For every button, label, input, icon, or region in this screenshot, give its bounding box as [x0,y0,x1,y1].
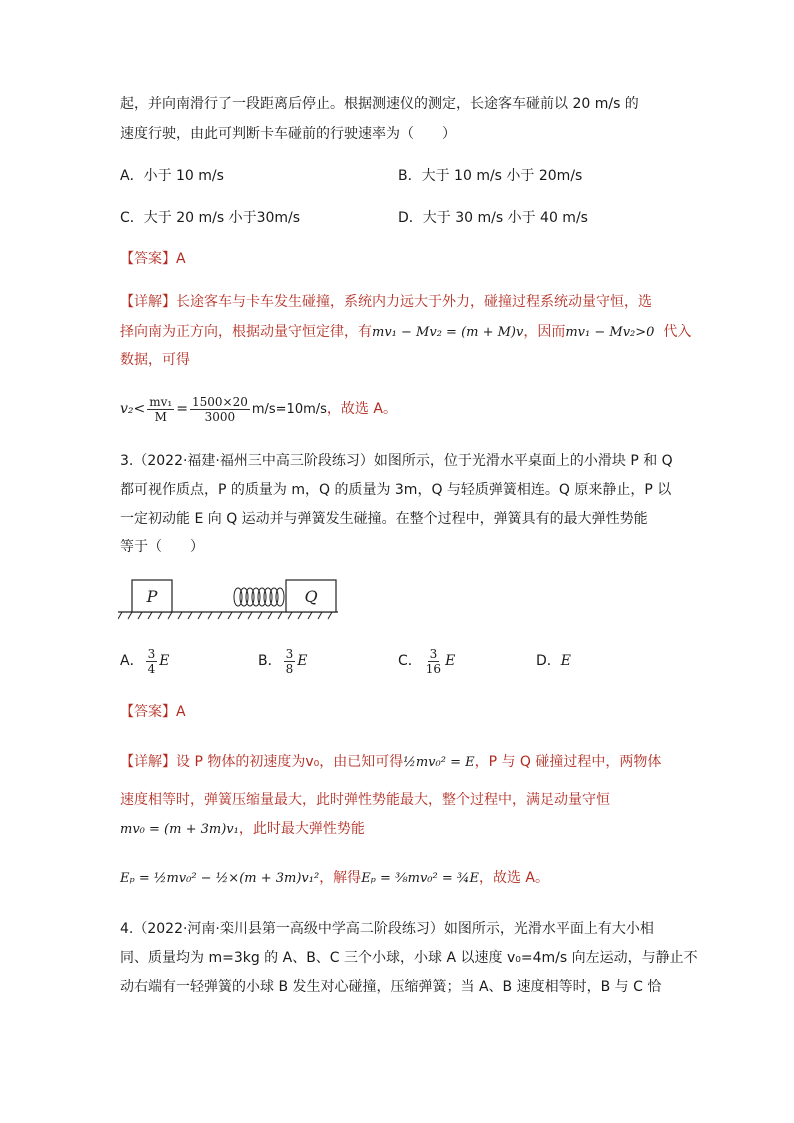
hatching [118,612,332,619]
q3-stem-line-3: 一定初动能 E 向 Q 运动并与弹簧发生碰撞。在整个过程中，弹簧具有的最大弹性势能 [120,511,648,527]
q2-final-equation [120,392,397,427]
fraction [190,395,250,424]
q3-stem-line-1: 3.（2022·福建·福州三中高三阶段练习）如图所示，位于光滑水平桌面上的小滑块 P 和 Q [120,453,673,469]
q3-stem-line-4: 等于（ ） [120,539,204,555]
equals: = [176,401,188,417]
option-symbol: E [297,653,308,669]
option-symbol: E [560,653,572,669]
q4-stem-line-2: 同、质量均为 m=3kg 的 A、B、C 三个小球，小球 A 以速度 v₀=4m/s 向左运动，与静止不 [120,950,698,966]
q3-option-b [258,644,307,678]
frac-num: 1500×20 [191,394,248,409]
q3-option-c [398,644,455,678]
detail-text: 设 P 物体的初速度为v₀，由已知可得 [176,754,404,770]
q2-stem-line-1: 起，并向南滑行了一段距离后停止。根据测速仪的测定，长途客车碰前以 20 m/s 的 [120,96,639,112]
spring-block-diagram [118,575,348,620]
block-p-label: P [146,587,158,606]
q2-detail-line-2 [120,322,691,343]
final-rhs: m/s=10m/s [251,402,327,417]
q3-detail-line-2: 速度相等时，弹簧压缩量最大，此时弹性势能最大，整个过程中，满足动量守恒 [120,792,610,808]
frac-num: mv₁ [149,394,173,409]
detail-text: 长途客车与卡车发生碰撞，系统内力远大于外力，碰撞过程系统动量守恒，选 [176,294,652,310]
fraction [424,647,443,676]
q3-detail-line-1 [120,752,661,773]
q2-option-d: D．大于 30 m/s 小于 40 m/s [398,210,588,226]
q2-detail-line-3: 数据，可得 [120,352,190,368]
fraction [146,647,158,676]
fraction [284,647,296,676]
answer-tag: 【答案】 [120,251,176,267]
q3-option-a [120,644,169,678]
q3-answer [120,702,186,722]
final-tail: ，故选 A。 [326,401,397,417]
fraction [147,395,174,424]
option-prefix: D． [536,653,561,669]
detail-tag: 【详解】 [120,294,176,310]
frac-num: 3 [147,646,156,661]
q2-option-c: C．大于 20 m/s 小于30m/s [120,210,301,226]
detail-text: ，故选 A。 [478,870,550,886]
frac-den: 16 [425,661,442,676]
q3-detail-line-3 [120,819,365,840]
q2-option-b: B．大于 10 m/s 小于 20m/s [398,168,583,184]
detail-text: 择向南为正方向，根据动量守恒定律，有 [120,324,372,340]
energy-equation: Eₚ = ½mv₀² − ½×(m + 3m)v₁² [120,871,320,886]
option-symbol: E [445,653,456,669]
spring [234,588,284,606]
detail-text: 代入 [663,324,692,340]
answer-value: A [176,704,186,720]
q2-option-a: A．小于 10 m/s [120,168,224,184]
inequality-equation: mv₁ − Mv₂>0 [565,325,655,340]
answer-value: A [176,251,186,267]
frac-den: M [154,409,167,424]
q3-stem-line-2: 都可视作质点，P 的质量为 m，Q 的质量为 3m，Q 与轻质弹簧相连。Q 原来静止，P 以 [120,482,672,498]
option-prefix: A． [120,653,144,669]
q4-stem-line-1: 4.（2022·河南·栾川县第一高级中学高二阶段练习）如图所示，光滑水平面上有大小相 [120,921,654,937]
frac-den: 8 [285,661,294,676]
frac-den: 4 [147,661,156,676]
option-symbol: E [159,653,170,669]
detail-text: ，此时最大弹性势能 [238,821,365,837]
q2-detail-line-1 [120,292,652,312]
frac-num: 3 [429,646,438,661]
q3-detail-line-4 [120,868,549,889]
block-q-label: Q [304,587,318,606]
momentum-equation: mv₁ − Mv₂ = (m + M)v [372,325,524,340]
answer-tag: 【答案】 [120,704,176,720]
momentum-equation: mv₀ = (m + 3m)v₁ [120,822,239,837]
detail-text: ，因而 [523,324,566,340]
option-prefix: B． [258,653,282,669]
detail-tag: 【详解】 [120,754,176,770]
final-lhs: v₂< [120,401,146,417]
q4-stem-line-3: 动右端有一轻弹簧的小球 B 发生对心碰撞，压缩弹簧；当 A、B 速度相等时，B 与 C 恰 [120,979,662,995]
detail-text: ，P 与 Q 碰撞过程中，两物体 [474,754,662,770]
frac-den: 3000 [204,409,236,424]
detail-text: ，解得 [319,870,362,886]
option-prefix: C． [398,653,422,669]
kinetic-energy-equation: ½mv₀² = E [403,755,475,770]
q2-stem-line-2: 速度行驶，由此可判断卡车碰前的行驶速率为（ ） [120,126,456,142]
frac-num: 3 [285,646,294,661]
q2-answer [120,249,186,269]
q3-option-d [536,644,571,678]
result-equation: Eₚ = ⅜mv₀² = ¾E [361,871,479,886]
